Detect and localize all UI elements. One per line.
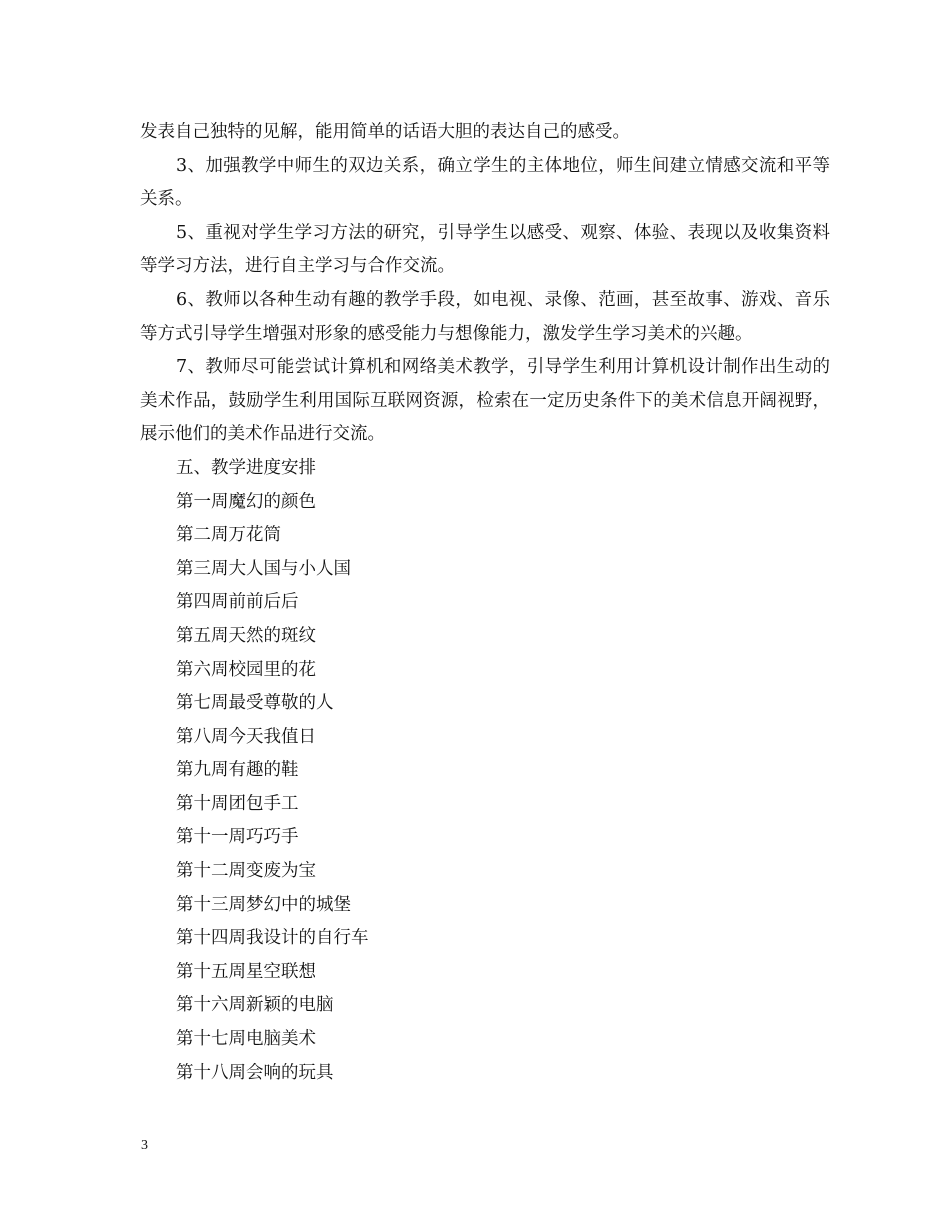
paragraph-continuation: 发表自己独特的见解，能用简单的话语大胆的表达自己的感受。 bbox=[140, 122, 630, 142]
paragraph-item-3: 3、加强教学中师生的双边关系，确立学生的主体地位，师生间建立情感交流和平等关系。 bbox=[140, 155, 830, 210]
week-item-3: 第三周大人国与小人国 bbox=[176, 558, 351, 579]
week-item-11: 第十一周巧巧手 bbox=[176, 827, 299, 848]
week-item-14: 第十四周我设计的自行车 bbox=[176, 928, 369, 949]
paragraph-item-5: 5、重视对学生学习方法的研究，引导学生以感受、观察、体验、表现以及收集资料等学习方法，进行自主学习与合作交流。 bbox=[140, 222, 830, 277]
week-item-16: 第十六周新颖的电脑 bbox=[176, 995, 334, 1016]
week-schedule-list bbox=[140, 486, 830, 1091]
week-item-13: 第十三周梦幻中的城堡 bbox=[176, 894, 351, 915]
paragraph-item-7: 7、教师尽可能尝试计算机和网络美术教学，引导学生利用计算机设计制作出生动的美术作品，鼓励学生利用国际互联网资源，检索在一定历史条件下的美术信息开阔视野，展示他们的美术作品进行交流。 bbox=[140, 357, 830, 445]
section-heading: 五、教学进度安排 bbox=[176, 457, 316, 478]
week-item-10: 第十周团包手工 bbox=[176, 793, 299, 814]
paragraph-item-6: 6、教师以各种生动有趣的教学手段，如电视、录像、范画，甚至故事、游戏、音乐等方式引导学生增强对形象的感受能力与想像能力，激发学生学习美术的兴趣。 bbox=[140, 289, 830, 344]
week-item-9: 第九周有趣的鞋 bbox=[176, 760, 299, 781]
week-item-1: 第一周魔幻的颜色 bbox=[176, 491, 316, 512]
week-item-5: 第五周天然的斑纹 bbox=[176, 625, 316, 646]
week-item-4: 第四周前前后后 bbox=[176, 592, 299, 613]
week-item-8: 第八周今天我值日 bbox=[176, 726, 316, 747]
page-number: 3 bbox=[141, 1138, 148, 1153]
week-item-7: 第七周最受尊敬的人 bbox=[176, 693, 334, 714]
week-item-2: 第二周万花筒 bbox=[176, 525, 281, 546]
week-item-12: 第十二周变废为宝 bbox=[176, 861, 316, 882]
week-item-15: 第十五周星空联想 bbox=[176, 961, 316, 982]
week-item-6: 第六周校园里的花 bbox=[176, 659, 316, 680]
week-item-17: 第十七周电脑美术 bbox=[176, 1029, 316, 1050]
document-body bbox=[140, 116, 830, 1090]
week-item-18: 第十八周会响的玩具 bbox=[176, 1062, 334, 1083]
